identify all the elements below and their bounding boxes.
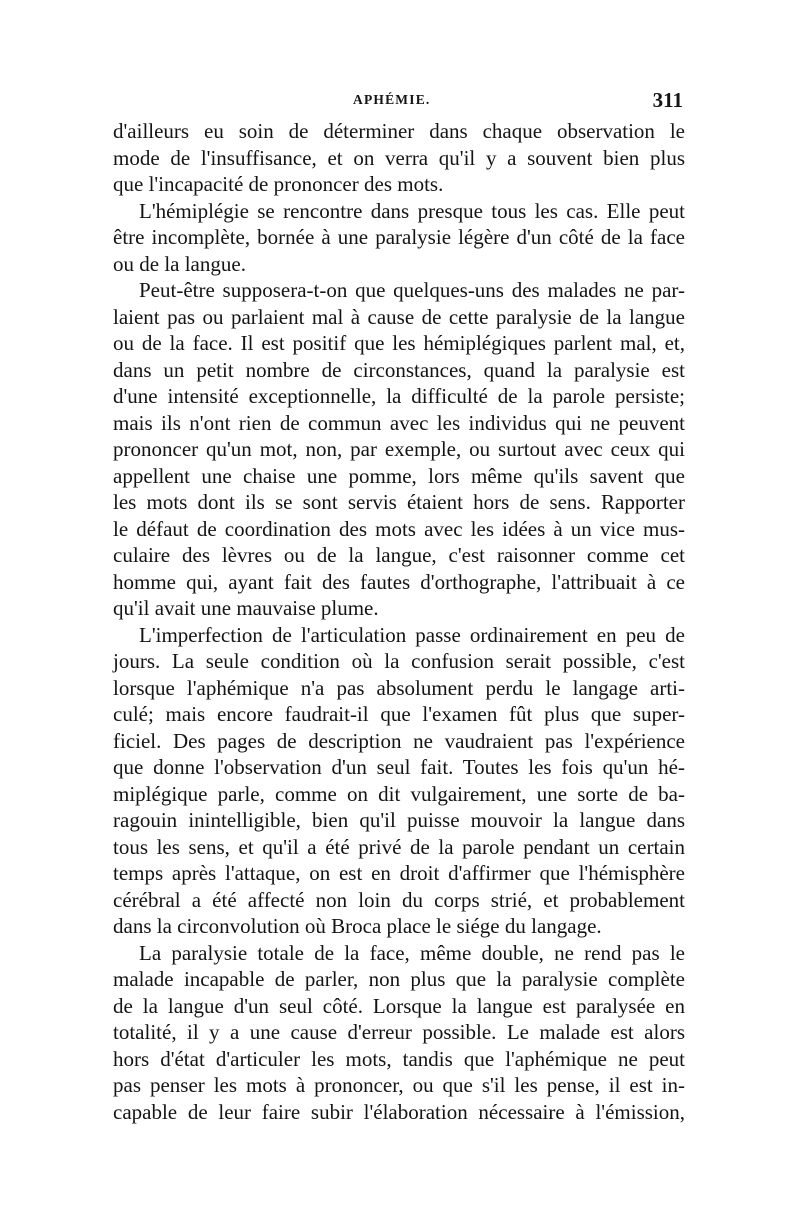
page-number: 311 <box>652 88 683 112</box>
text-line: totalité, il y a une cause d'erreur possible. Le malade est alors <box>113 1020 685 1044</box>
text-line: appellent une chaise une pomme, lors même qu'ils savent que <box>113 463 685 488</box>
text-line: jours. La seule condition où la confusion serait possible, c'est <box>113 649 685 673</box>
text-line: La paralysie totale de la face, même double, ne rend pas le <box>139 940 685 965</box>
text-line: malade incapable de parler, non plus que la paralysie complète <box>113 967 685 991</box>
text-line: que l'incapacité de prononcer des mots. <box>113 172 444 196</box>
text-line: culaire des lèvres ou de la langue, c'est raisonner comme cet <box>113 543 685 567</box>
text-line: ou de la face. Il est positif que les hémiplégiques parlent mal, et, <box>113 331 685 355</box>
text-line: L'imperfection de l'articulation passe ordinairement en peu de <box>139 622 685 647</box>
text-line: homme qui, ayant fait des fautes d'orthographe, l'attribuait à ce <box>113 569 685 594</box>
text-line: culé; mais encore faudrait-il que l'examen fût plus que super- <box>113 702 685 726</box>
text-line: miplégique parle, comme on dit vulgairement, une sorte de ba- <box>113 781 685 806</box>
text-line: ragouin inintelligible, bien qu'il puisse mouvoir la langue dans <box>113 808 685 832</box>
text-line: dans la circonvolution où Broca place le siége du langage. <box>113 914 602 938</box>
text-line: d'ailleurs eu soin de déterminer dans chaque observation le <box>113 119 685 143</box>
text-line: le défaut de coordination des mots avec les idées à un vice mus- <box>113 516 685 541</box>
text-line: de la langue d'un seul côté. Lorsque la langue est paralysée en <box>113 993 685 1018</box>
running-title: APHÉMIE. <box>353 92 431 107</box>
text-line: pas penser les mots à prononcer, ou que s'il les pense, il est in- <box>113 1073 685 1097</box>
text-line: mode de l'insuffisance, et on verra qu'il y a souvent bien plus <box>113 145 685 170</box>
text-line: cérébral a été affecté non loin du corps strié, et probablement <box>113 887 685 912</box>
page-header <box>113 88 683 114</box>
text-line: mais ils n'ont rien de commun avec les individus qui ne peuvent <box>113 410 685 435</box>
text-line: d'une intensité exceptionnelle, la difficulté de la parole persiste; <box>113 384 685 408</box>
text-line: que donne l'observation d'un seul fait. Toutes les fois qu'un hé- <box>113 755 685 779</box>
text-line: Peut-être supposera-t-on que quelques-uns des malades ne par- <box>139 278 685 302</box>
text-line: les mots dont ils se sont servis étaient hors de sens. Rapporter <box>113 490 685 514</box>
body-text <box>113 118 685 1125</box>
text-line: ou de la langue. <box>113 251 246 276</box>
text-line: prononcer qu'un mot, non, par exemple, ou surtout avec ceux qui <box>113 437 685 461</box>
text-line: ficiel. Des pages de description ne vaudraient pas l'expérience <box>113 728 685 753</box>
text-line: hors d'état d'articuler les mots, tandis que l'aphémique ne peut <box>113 1046 685 1071</box>
text-line: L'hémiplégie se rencontre dans presque tous les cas. Elle peut <box>139 198 685 223</box>
text-line: être incomplète, bornée à une paralysie légère d'un côté de la face <box>113 225 685 249</box>
text-line: lorsque l'aphémique n'a pas absolument perdu le langage arti- <box>113 675 685 700</box>
text-line: dans un petit nombre de circonstances, quand la paralysie est <box>113 357 685 382</box>
text-line: qu'il avait une mauvaise plume. <box>113 596 379 620</box>
text-line: capable de leur faire subir l'élaboration nécessaire à l'émission, <box>113 1099 685 1124</box>
text-line: tous les sens, et qu'il a été privé de la parole pendant un certain <box>113 834 685 859</box>
text-line: laient pas ou parlaient mal à cause de cette paralysie de la langue <box>113 304 685 329</box>
text-line: temps après l'attaque, on est en droit d'affirmer que l'hémisphère <box>113 861 685 885</box>
